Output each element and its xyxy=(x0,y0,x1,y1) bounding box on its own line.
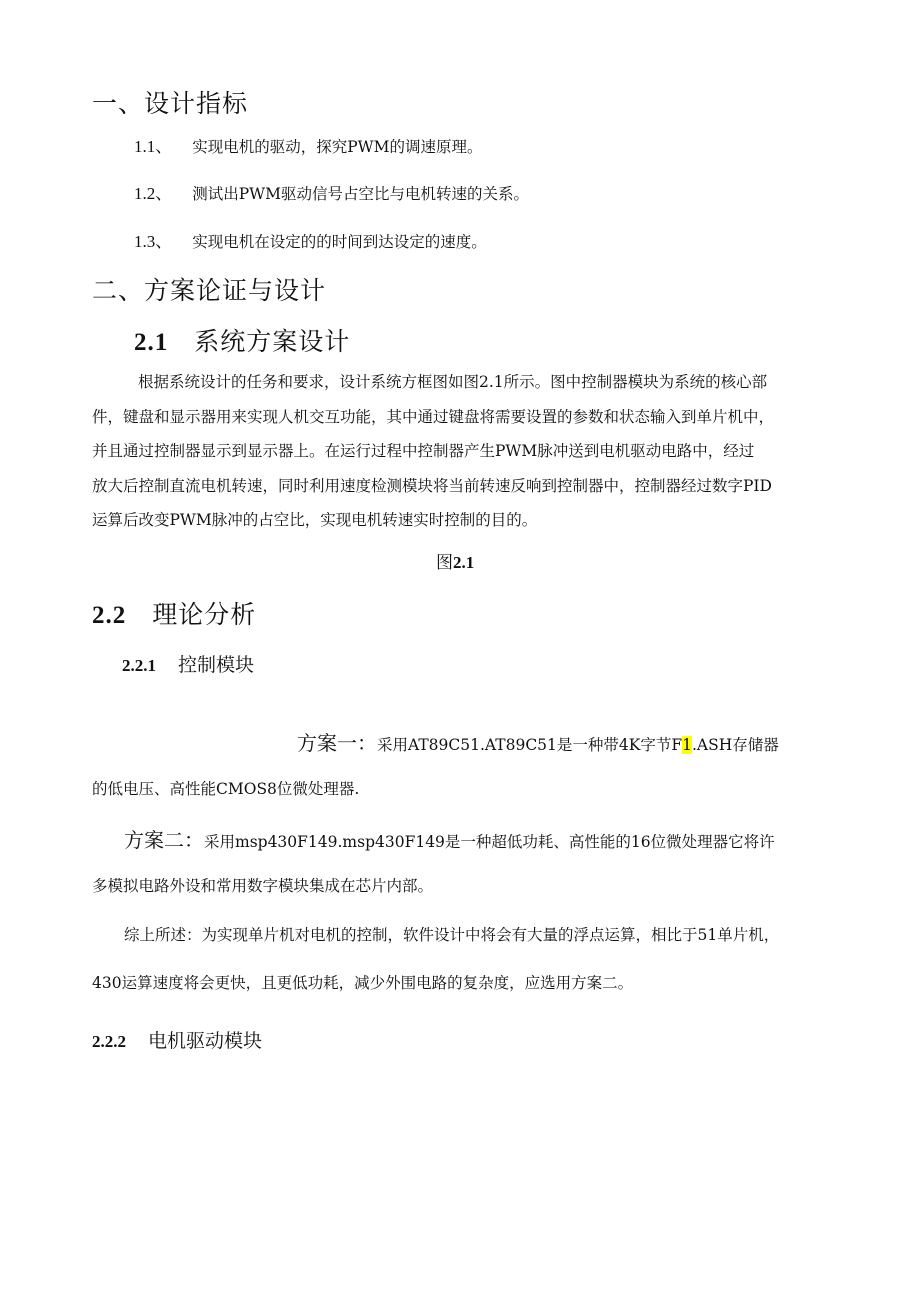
system-design-paragraph xyxy=(92,365,834,538)
heading-number: 2.1 xyxy=(134,329,169,356)
plan-2-line xyxy=(124,824,775,853)
figure-caption xyxy=(436,548,474,573)
list-item xyxy=(134,227,487,252)
heading-number: 2.2.2 xyxy=(92,1032,126,1051)
item-text: 实现电机在设定的的时间到达设定的速度。 xyxy=(192,233,487,251)
plan-1-line-2: 的低电压、高性能CMOS8位微处理器. xyxy=(92,780,360,798)
item-text: 实现电机的驱动，探究PWM的调速原理。 xyxy=(192,138,483,156)
summary-line-2: 430运算速度将会更快，且更低功耗，减少外围电路的复杂度，应选用方案二。 xyxy=(92,974,634,992)
list-item xyxy=(134,179,529,204)
item-number: 1.1、 xyxy=(134,137,173,156)
heading-number: 2.2 xyxy=(92,602,127,629)
plan-2-label: 方案二： xyxy=(124,828,204,852)
paragraph-line: 根据系统设计的任务和要求，设计系统方框图如图2.1所示。图中控制器模块为系统的核心部 xyxy=(138,373,768,391)
subsection-2-2-2-heading xyxy=(92,1026,262,1053)
plan-1-line xyxy=(297,727,779,756)
paragraph-line: 放大后控制直流电机转速，同时利用速度检测模块将当前转速反响到控制器中，控制器经过数字PID xyxy=(92,476,772,495)
paragraph-line: 件，键盘和显示器用来实现人机交互功能，其中通过键盘将需要设置的参数和状态输入到单片机中， xyxy=(92,407,775,426)
summary-line-1: 综上所述：为实现单片机对电机的控制，软件设计中将会有大量的浮点运算，相比于51单片机， xyxy=(124,926,780,944)
item-number: 1.3、 xyxy=(134,232,173,251)
caption-prefix: 图 xyxy=(436,553,453,573)
plan-2-line-2: 多模拟电路外设和常用数字模块集成在芯片内部。 xyxy=(92,877,434,895)
plan-1-label: 方案一： xyxy=(297,731,377,755)
plan-2-text: 采用msp430F149.msp430F149是一种超低功耗、高性能的16位微处理器它将许 xyxy=(204,833,775,851)
heading-number: 2.2.1 xyxy=(122,656,156,675)
subsection-2-2-1-heading xyxy=(122,650,254,677)
item-number: 1.2、 xyxy=(134,184,173,203)
heading-title: 控制模块 xyxy=(178,654,255,676)
heading-title: 理论分析 xyxy=(152,600,257,629)
list-item xyxy=(134,132,482,157)
plan-1-text: 采用AT89C51.AT89C51是一种带4K字节F xyxy=(377,736,683,754)
paragraph-line: 运算后改变PWM脉冲的占空比，实现电机转速实时控制的目的。 xyxy=(92,511,538,529)
section-1-heading: 一、设计指标 xyxy=(92,89,249,118)
paragraph-line: 并且通过控制器显示到显示器上。在运行过程中控制器产生PWM脉冲送到电机驱动电路中，经过 xyxy=(92,442,755,460)
highlighted-char: 1 xyxy=(682,736,692,754)
subsection-2-2-heading xyxy=(92,595,256,631)
item-text: 测试出PWM驱动信号占空比与电机转速的关系。 xyxy=(192,185,529,203)
heading-title: 系统方案设计 xyxy=(194,327,351,356)
heading-title: 电机驱动模块 xyxy=(148,1030,263,1052)
subsection-2-1-heading xyxy=(134,322,350,358)
caption-number: 2.1 xyxy=(453,553,475,572)
section-2-heading: 二、方案论证与设计 xyxy=(92,276,327,305)
plan-1-text-end: .ASH存储器 xyxy=(691,736,779,754)
